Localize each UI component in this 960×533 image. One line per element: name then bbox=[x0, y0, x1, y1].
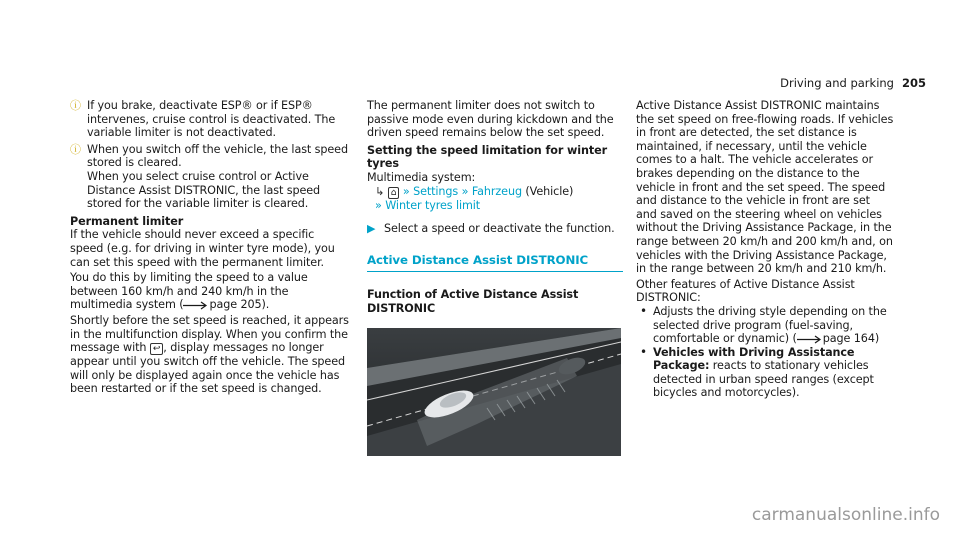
section-title: Driving and parking bbox=[780, 76, 894, 90]
menu-settings[interactable]: Settings bbox=[413, 184, 459, 198]
path-arrow-icon: » bbox=[402, 184, 410, 198]
permanent-limiter-heading: Permanent limiter bbox=[70, 214, 184, 228]
note-brake: ⓘ If you brake, deactivate ESP® or if ESP® intervenes, cruise control is deactivated. The variable limiter is not deactivated. bbox=[70, 99, 336, 140]
path-arrow-icon: » bbox=[461, 184, 469, 198]
back-button-icon: ↩ bbox=[150, 343, 163, 355]
instruction-step: ▶ Select a speed or deactivate the function. bbox=[367, 222, 615, 236]
watermark: carmanualsonline.info bbox=[751, 505, 940, 525]
bullet-icon: • bbox=[640, 344, 647, 359]
menu-path: ↳ ⌂ » Settings » Fahrzeug (Vehicle) bbox=[375, 184, 574, 198]
home-icon: ⌂ bbox=[388, 187, 400, 199]
page-number: 205 bbox=[901, 76, 926, 90]
page-reference-arrow-icon bbox=[797, 335, 823, 344]
bullet-icon: • bbox=[640, 303, 647, 318]
menu-path-2 bbox=[367, 199, 623, 213]
info-icon: ⓘ bbox=[70, 142, 81, 156]
list-item: • Vehicles with Driving Assistance Package: reacts to stationary vehicles detected in urban speed ranges (except bicycles and motorcycles). bbox=[640, 344, 874, 400]
path-arrow-icon: » bbox=[375, 198, 382, 212]
page-reference-arrow-icon bbox=[183, 301, 209, 310]
multimedia-system-label: Multimedia system: bbox=[367, 170, 476, 184]
step-arrow-icon: ▶ bbox=[367, 222, 376, 236]
page-ref-link[interactable]: page 164 bbox=[822, 332, 875, 346]
page-header bbox=[780, 76, 926, 90]
winter-tyres-heading: Setting the speed limitation for winter tyres bbox=[367, 143, 608, 171]
para-distronic-function: Active Distance Assist DISTRONIC maintains the set speed on free-flowing roads. If vehicles in front are detected, the set distance is maintained, if necessary, until the vehicle comes to a halt. The vehicle accelerates or brakes depending on the distance to the vehicle in front and the set speed. The speed and distance to the vehicle in front are set and saved on the steering wheel on vehicles without the Driving Assistance Package, in the range between 20 km/h and 200 km/h and, on vehicles with the Driving Assistance Package, in the range between 20 km/h and 210 km/h. bbox=[636, 99, 894, 276]
para-other-features: Other features of Active Distance Assist DISTRONIC: bbox=[636, 277, 855, 305]
column-1 bbox=[70, 99, 350, 396]
function-heading: Function of Active Distance Assist DISTRONIC bbox=[367, 288, 579, 315]
para-permanent-limiter: If the vehicle should never exceed a specific speed (e.g. for driving in winter tyre mode), you can set this speed with the permanent limiter. bbox=[70, 228, 335, 269]
distronic-illustration bbox=[367, 328, 621, 456]
path-start-icon: ↳ bbox=[375, 184, 385, 198]
note-switch-off: ⓘ When you switch off the vehicle, the last speed stored is cleared. When you select cruise control or Active Distance Assist DISTRONIC, the last speed stored for the variable limiter is cleared. bbox=[70, 142, 348, 211]
page-ref-link[interactable]: page 205 bbox=[209, 298, 262, 312]
menu-winter-tyres-limit[interactable]: Winter tyres limit bbox=[385, 198, 481, 212]
column-3 bbox=[636, 99, 894, 400]
info-icon: ⓘ bbox=[70, 99, 81, 112]
list-item: • Adjusts the driving style depending on the selected drive program (fuel-saving, comfortable or dynamic) ( page 164) bbox=[640, 303, 887, 346]
road-scene-image bbox=[367, 328, 621, 456]
para-kickdown: The permanent limiter does not switch to passive mode even during kickdown and the driven speed remains below the set speed. bbox=[367, 99, 614, 140]
menu-vehicle[interactable]: Fahrzeug bbox=[471, 184, 522, 198]
section-distronic: Active Distance Assist DISTRONIC bbox=[367, 254, 623, 273]
para-speed-range: You do this by limiting the speed to a value between 160 km/h and 240 km/h in the multimedia system ( page 205). bbox=[70, 271, 308, 312]
para-display: Shortly before the set speed is reached, it appears in the multifunction display. When you confirm the message with ↩ , display messages no longer appear until you switch off the vehicle. The speed will only be displayed again once the vehicle has been restarted or if the set speed is changed. bbox=[70, 313, 349, 396]
column-2 bbox=[367, 99, 623, 456]
